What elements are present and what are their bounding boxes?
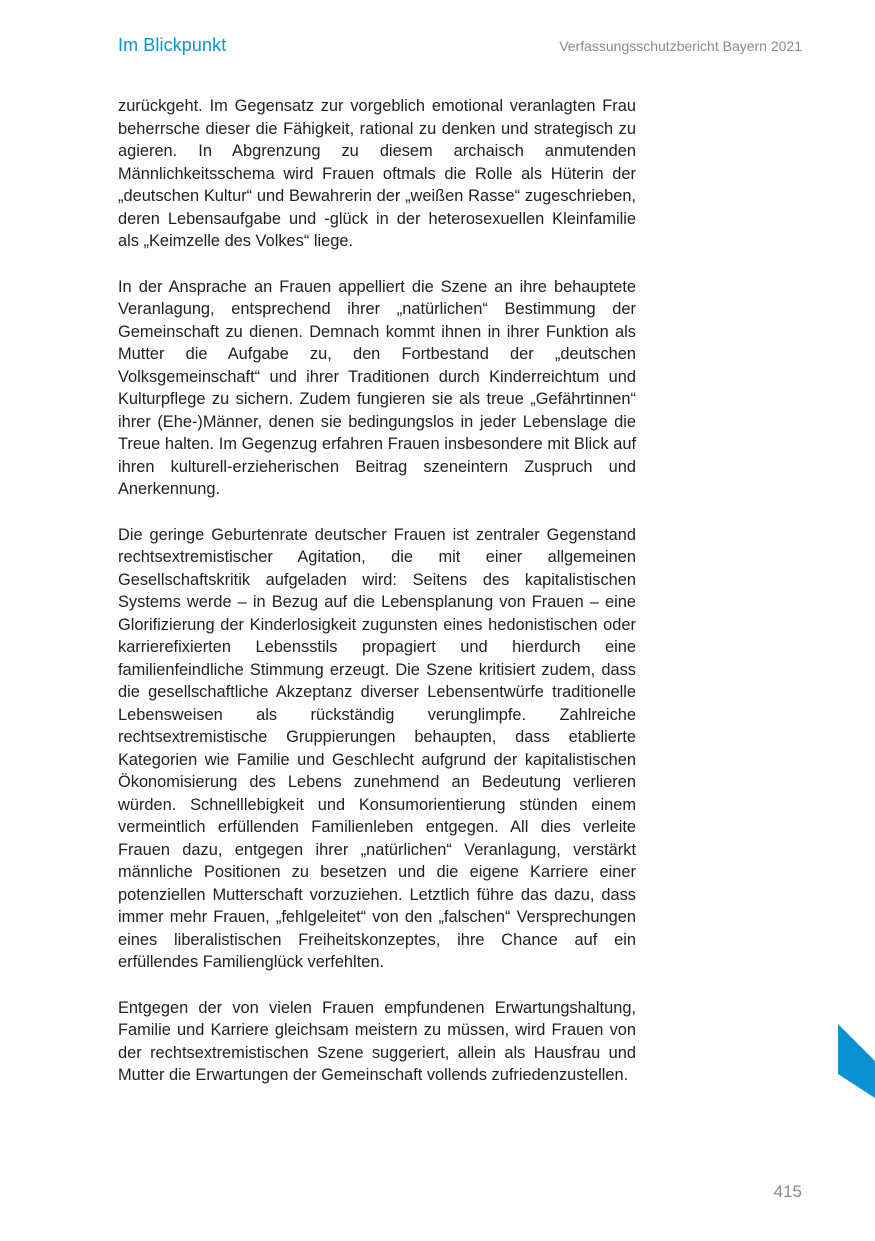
paragraph-1: zurückgeht. Im Gegensatz zur vorgeblich emotional veranlagten Frau beherrsche dieser die Fähigkeit, rational zu denken und strategisch zu agieren. In Abgrenzung zu diesem archaisch anmutenden Männlichkeitsschema wird Frauen oftmals die Rolle als Hüterin der „deutschen Kultur“ und Bewahrerin der „weißen Rasse“ zugeschrieben, deren Lebensaufgabe und -glück in der heterosexuellen Kleinfamilie als „Keimzelle des Volkes“ liege. — [118, 97, 636, 250]
paragraph-3: Die geringe Geburtenrate deutscher Frauen ist zentraler Gegenstand rechtsextremistischer Agitation, die mit einer allgemeinen Gesellschaftskritik aufgeladen wird: Seitens des kapitalistischen Systems werde – in Bezug auf die Lebensplanung von Frauen – eine Glorifizierung der Kinderlosigkeit zugunsten eines hedonistischen oder karrierefixierten Lebensstils propagiert und hierdurch eine familienfeindliche Stimmung erzeugt. Die Szene kritisiert zudem, dass die gesellschaftliche Akzeptanz diverser Lebensentwürfe traditionelle Lebensweisen als rückständig verunglimpfe. Zahlreiche rechtsextremistische Gruppierungen behaupten, dass etablierte Kategorien wie Familie und Geschlecht aufgrund der kapitalistischen Ökonomisierung des Lebens zunehmend an Bedeutung verlieren würden. Schnelllebigkeit und Konsumorientierung stünden einem vermeintlich erfüllenden Familienleben entgegen. All dies verleite Frauen dazu, entgegen ihrer „natürlichen“ Veranlagung, verstärkt männliche Positionen zu besetzen und die eigene Karriere einer potenziellen Mutterschaft vorzuziehen. Letztlich führe das dazu, dass immer mehr Frauen, „fehlgeleitet“ von den „falschen“ Versprechungen eines liberalistischen Freiheitskonzeptes, ihre Chance auf ein erfüllendes Familienglück verfehlten. — [118, 525, 636, 971]
page-header-report-title: Verfassungsschutzbericht Bayern 2021 — [559, 38, 802, 54]
page-header-section-title: Im Blickpunkt — [118, 35, 227, 55]
paragraph-4: Entgegen der von vielen Frauen empfundenen Erwartungshaltung, Familie und Karriere gleichsam meistern zu müssen, wird Frauen von der rechtsextremistischen Szene suggeriert, allein als Hausfrau und Mutter die Erwartungen der Gemeinschaft vollends zufriedenzustellen. — [118, 998, 636, 1084]
page-number: 415 — [773, 1182, 802, 1201]
paragraph-2: In der Ansprache an Frauen appelliert die Szene an ihre behauptete Veranlagung, entsprechend ihrer „natürlichen“ Bestimmung der Gemeinschaft zu dienen. Demnach kommt ihnen in ihrer Funktion als Mutter die Aufgabe zu, den Fortbestand der „deutschen Volksgemeinschaft“ und ihrer Traditionen durch Kinderreichtum und Kulturpflege zu sichern. Zudem fungieren sie als treue „Gefährtinnen“ ihrer (Ehe-)Männer, denen sie bedingungslos in jeder Lebenslage die Treue halten. Im Gegenzug erfahren Frauen insbesondere mit Blick auf ihren kulturell-erzieherischen Beitrag szeneintern Zuspruch und Anerkennung. — [118, 277, 636, 498]
body-text — [118, 95, 636, 1110]
chapter-tab-marker — [838, 1024, 875, 1098]
